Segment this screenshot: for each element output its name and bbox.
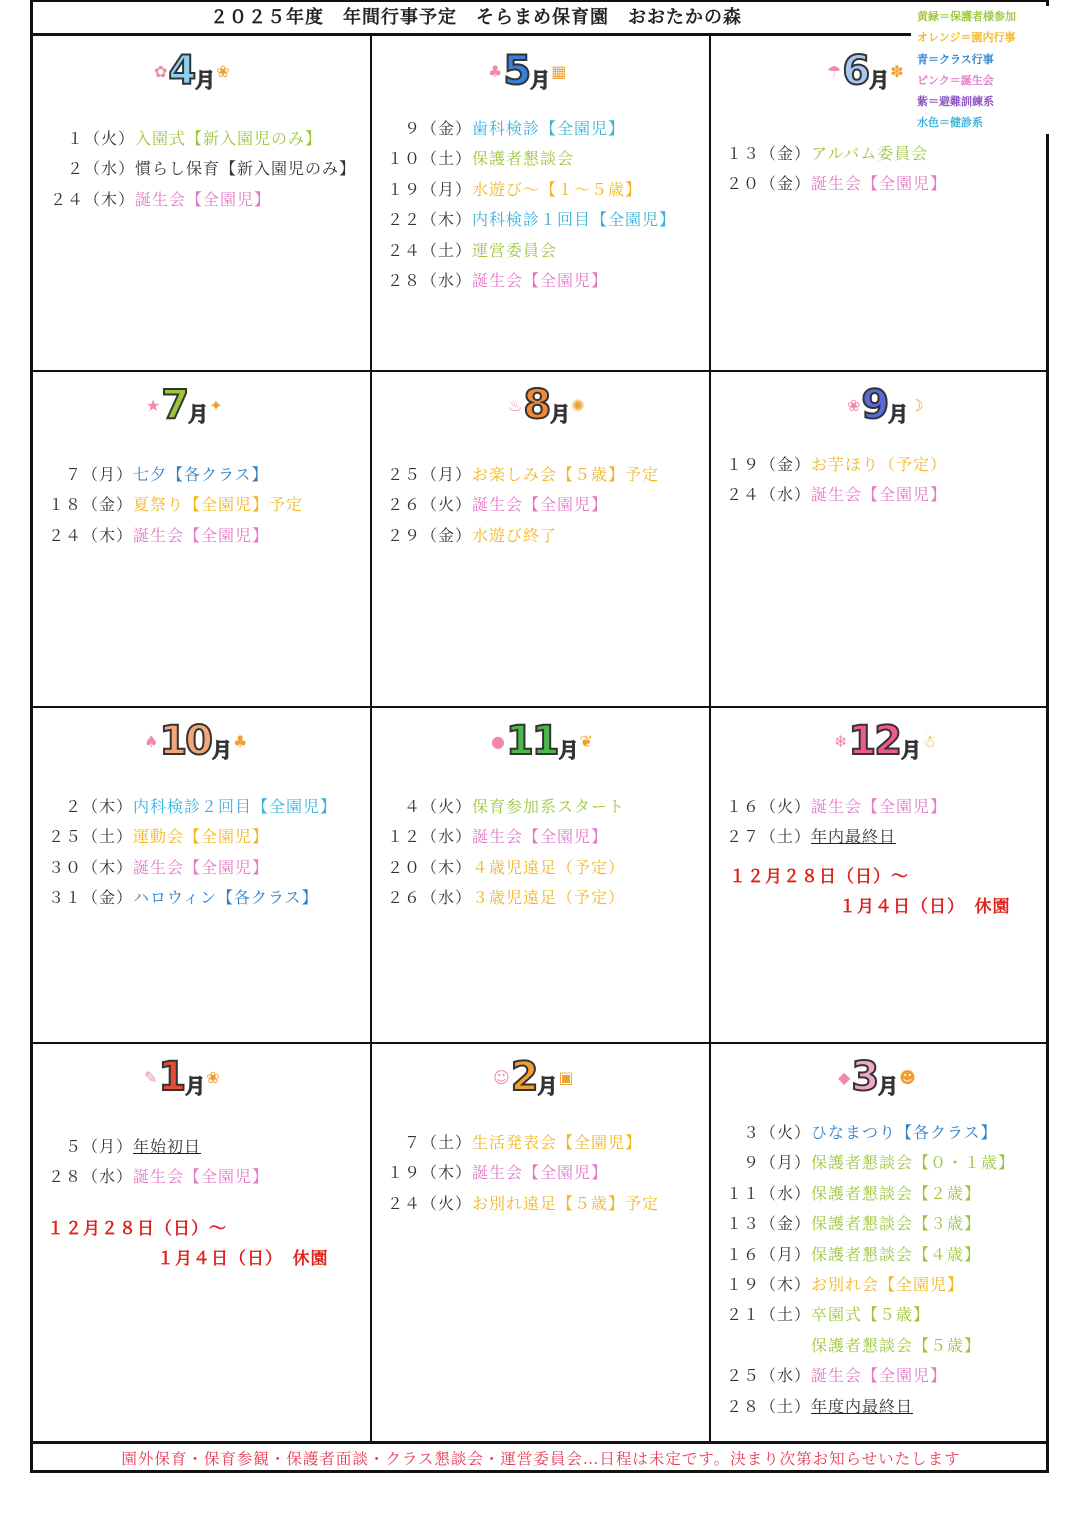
color-legend <box>911 6 1057 134</box>
month-cell-1 <box>33 1044 372 1441</box>
event-date: ２０（木） <box>386 857 472 877</box>
event-text: 夏祭り【全園児】予定 <box>133 495 304 515</box>
event-text: 誕生会【全園児】 <box>133 857 270 877</box>
event-date: ４（火） <box>403 797 472 816</box>
event-row <box>723 1394 913 1417</box>
event-row <box>723 794 947 817</box>
event-text: 誕生会【全園児】 <box>472 271 609 290</box>
event-date: １（火） <box>66 129 135 148</box>
event-text: 運営委員会 <box>472 240 558 260</box>
event-text: 保護者懇談会 <box>472 149 575 169</box>
sunflower-icon: ✺ <box>571 395 585 415</box>
event-text: 卒園式【５歳】 <box>811 1305 931 1325</box>
event-text: 保育参加系スタート <box>472 797 626 816</box>
event-row <box>45 855 269 878</box>
koinobori-icon: ▦ <box>551 61 567 81</box>
event-text: ハロウィン【各クラス】 <box>133 888 319 908</box>
tanabata-icon: ✦ <box>209 395 223 415</box>
event-text: お芋ほり（予定） <box>811 455 948 474</box>
event-date: ２（木） <box>64 797 133 816</box>
event-row <box>45 523 269 546</box>
month-number: 12 <box>848 718 901 764</box>
event-text: 年内最終日 <box>811 827 897 847</box>
plum-blossom-icon: ❀ <box>206 1067 220 1087</box>
event-text: 水遊び～【１～５歳】 <box>472 179 643 199</box>
footer-note: 園外保育・保育参観・保護者面談・クラス懇談会・運営委員会…日程は未定です。決まり次第お知らせいたします <box>33 1441 1049 1473</box>
month-cell-9 <box>711 372 1049 708</box>
event-row <box>47 126 322 149</box>
event-date: ２７（土） <box>725 827 811 847</box>
ice-cream-icon: ♨ <box>508 395 523 415</box>
month-kanji: 月 <box>901 737 922 762</box>
month-grid <box>33 36 1049 1441</box>
event-row <box>384 523 557 546</box>
snowman-icon: ☃ <box>922 731 937 751</box>
legend-item: 黄緑＝保護者様参加 <box>917 10 1016 23</box>
event-text: ３歳児遠足（予定） <box>472 888 626 908</box>
month-badge <box>826 42 905 100</box>
event-row <box>384 462 659 485</box>
event-row <box>47 187 271 210</box>
event-text: 保護者懇談会【４歳】 <box>811 1244 982 1264</box>
event-text: ４歳児遠足（予定） <box>472 857 626 877</box>
month-cell-10 <box>33 708 372 1044</box>
event-date: １２（水） <box>386 827 472 847</box>
event-row <box>384 885 625 908</box>
event-row <box>47 156 356 179</box>
event-row <box>384 268 608 291</box>
event-text: 誕生会【全園児】 <box>133 525 270 545</box>
month-kanji: 月 <box>188 401 209 426</box>
event-row <box>723 171 947 194</box>
event-date: ２（水） <box>66 159 135 179</box>
event-row <box>45 824 269 847</box>
event-date: ７（土） <box>403 1133 472 1152</box>
event-row <box>723 1363 947 1386</box>
month-badge <box>833 712 937 770</box>
event-date: ９（金） <box>403 119 472 138</box>
event-date: ２４（土） <box>386 240 472 260</box>
event-row <box>723 1333 981 1356</box>
event-text: 誕生会【全園児】 <box>811 1366 948 1386</box>
event-row <box>45 1164 269 1187</box>
event-date: ５（月） <box>64 1137 133 1156</box>
month-number: 9 <box>861 382 888 428</box>
bean-box-icon: ▣ <box>558 1067 574 1087</box>
event-text: 誕生会【全園児】 <box>472 495 609 515</box>
event-row <box>45 492 303 515</box>
month-number: 10 <box>159 718 212 764</box>
month-number: 11 <box>505 718 558 764</box>
event-date: １３（金） <box>725 1214 811 1234</box>
event-row <box>723 452 947 475</box>
month-badge <box>143 712 248 770</box>
tulip-icon: ✿ <box>154 61 168 81</box>
event-row <box>45 1134 201 1157</box>
event-row <box>723 141 928 164</box>
event-row <box>45 794 337 817</box>
month-number: 5 <box>503 48 530 94</box>
event-date: ２０（金） <box>725 174 811 194</box>
event-date: １３（金） <box>725 144 811 163</box>
closure-notice-end: １月４日（日） 休園 <box>157 1249 329 1269</box>
month-kanji: 月 <box>195 67 216 92</box>
event-date: ３１（金） <box>47 888 133 908</box>
event-row <box>723 1272 964 1295</box>
event-date: ２４（木） <box>49 189 135 209</box>
month-badge <box>492 1048 575 1106</box>
event-row <box>384 207 676 230</box>
month-cell-5 <box>372 36 711 372</box>
event-date: ９（月） <box>742 1153 811 1173</box>
page-title: ２０２５年度 年間行事予定 そらまめ保育園 おおたかの森 <box>33 2 1049 36</box>
clover-icon: ♣ <box>488 61 503 81</box>
event-date: １６（月） <box>725 1244 811 1264</box>
event-date: １８（金） <box>47 495 133 515</box>
hydrangea-icon: ✽ <box>890 61 904 81</box>
month-number: 1 <box>158 1054 185 1100</box>
month-badge <box>145 376 224 434</box>
month-kanji: 月 <box>537 1073 558 1098</box>
legend-item: 水色＝健診系 <box>917 116 983 130</box>
legend-item: ピンク＝誕生会 <box>917 73 994 87</box>
event-text: お楽しみ会【５歳】予定 <box>472 465 660 484</box>
present-icon: ❄ <box>834 731 848 751</box>
event-text: ひなまつり【各クラス】 <box>811 1123 998 1142</box>
event-row <box>384 855 625 878</box>
month-number: 6 <box>842 48 869 94</box>
event-text: 入園式【新入園児のみ】 <box>135 129 323 148</box>
event-date: ２４（水） <box>725 485 811 505</box>
rain-drop-icon: ☂ <box>827 61 842 81</box>
event-text: 保護者懇談会【２歳】 <box>811 1183 982 1203</box>
event-date: ２４（木） <box>47 525 133 545</box>
event-date: ２６（水） <box>386 888 472 908</box>
month-badge <box>507 376 586 434</box>
month-badge <box>837 1048 917 1106</box>
month-number: 3 <box>851 1054 878 1100</box>
star-icon: ★ <box>146 395 161 415</box>
event-text: アルバム委員会 <box>811 144 929 163</box>
month-cell-11 <box>372 708 711 1044</box>
event-date: ２８（土） <box>725 1396 811 1416</box>
event-date: ２６（火） <box>386 495 472 515</box>
event-text: 歯科検診【全園児】 <box>472 119 626 138</box>
event-row <box>384 492 608 515</box>
month-kanji: 月 <box>212 737 233 762</box>
squirrel-icon: ❦ <box>579 731 594 751</box>
month-number: 4 <box>168 48 195 94</box>
event-date: ２２（木） <box>386 210 472 230</box>
event-row <box>45 885 319 908</box>
acorn-icon: ● <box>491 731 505 751</box>
event-date: ２８（水） <box>386 271 472 290</box>
flower-icon: ❀ <box>847 395 861 415</box>
event-text: お別れ会【全園児】 <box>811 1275 965 1294</box>
event-text: 水遊び終了 <box>472 525 558 545</box>
event-row <box>45 462 269 485</box>
hina-doll-icon: ☻ <box>899 1067 916 1087</box>
legend-item: 紫＝避難訓練系 <box>917 95 994 109</box>
moon-icon: ☽ <box>909 395 924 415</box>
event-text: 誕生会【全園児】 <box>811 797 948 816</box>
event-row <box>723 1242 981 1265</box>
cherry-blossom-icon: ❀ <box>216 61 230 81</box>
event-text: 七夕【各クラス】 <box>133 465 269 484</box>
event-row <box>384 238 557 261</box>
oni-icon: ☺ <box>493 1067 510 1087</box>
event-text: 生活発表会【全園児】 <box>472 1133 643 1152</box>
event-date: １６（火） <box>725 797 811 816</box>
month-cell-4 <box>33 36 372 372</box>
event-row <box>384 146 574 169</box>
event-date: ２１（土） <box>725 1305 811 1325</box>
event-date: １９（月） <box>386 179 472 199</box>
event-date: １９（木） <box>386 1163 472 1183</box>
event-text: 運動会【全園児】 <box>133 827 270 847</box>
event-text: 保護者懇談会【０・１歳】 <box>811 1153 1016 1173</box>
month-cell-12 <box>711 708 1049 1044</box>
month-kanji: 月 <box>185 1073 206 1098</box>
event-row <box>723 1181 981 1204</box>
event-row <box>723 482 947 505</box>
event-text: 誕生会【全園児】 <box>472 827 609 847</box>
event-text: 年始初日 <box>133 1137 202 1156</box>
event-date: ２５（月） <box>386 465 472 484</box>
month-badge <box>143 1048 221 1106</box>
event-date: １９（木） <box>725 1275 811 1294</box>
hishimochi-icon: ◆ <box>838 1067 851 1087</box>
month-number: 2 <box>510 1054 537 1100</box>
kite-icon: ✎ <box>144 1067 158 1087</box>
event-text: お別れ遠足【５歳】予定 <box>472 1193 660 1213</box>
month-badge <box>153 42 231 100</box>
acorn-icon: ♠ <box>144 731 159 751</box>
month-kanji: 月 <box>869 67 890 92</box>
month-cell-8 <box>372 372 711 708</box>
event-row <box>723 824 896 847</box>
event-text: 内科検診２回目【全園児】 <box>133 797 338 816</box>
event-row <box>723 1302 930 1325</box>
event-text: 保護者懇談会【５歳】 <box>811 1335 982 1355</box>
event-text: 誕生会【全園児】 <box>472 1163 609 1183</box>
closure-notice-start: １２月２８日（日）～ <box>729 867 909 887</box>
month-badge <box>490 712 594 770</box>
closure-notice-start: １２月２８日（日）～ <box>47 1219 227 1239</box>
month-kanji: 月 <box>550 401 571 426</box>
event-text: 誕生会【全園児】 <box>133 1167 270 1187</box>
month-badge <box>487 42 567 100</box>
event-row <box>384 1130 642 1153</box>
event-date: ３０（木） <box>47 857 133 877</box>
event-text: 慣らし保育【新入園児のみ】 <box>135 159 357 179</box>
event-row <box>384 794 625 817</box>
event-row <box>384 1191 659 1214</box>
schedule-sheet <box>30 0 1049 1473</box>
closure-notice-end: １月４日（日） 休園 <box>839 897 1011 917</box>
legend-item: オレンジ＝園内行事 <box>917 31 1016 45</box>
event-date: １０（土） <box>386 149 472 169</box>
event-row <box>723 1120 998 1143</box>
event-date: ３（火） <box>742 1123 811 1142</box>
event-date: ２８（水） <box>47 1167 133 1187</box>
event-row <box>723 1150 1015 1173</box>
event-text: 誕生会【全園児】 <box>811 174 948 194</box>
event-date: １９（金） <box>725 455 811 474</box>
event-text: 保護者懇談会【３歳】 <box>811 1214 982 1234</box>
month-number: 8 <box>523 382 550 428</box>
event-text: 年度内最終日 <box>811 1396 914 1416</box>
event-text: 内科検診１回目【全園児】 <box>472 210 677 230</box>
event-row <box>384 1160 608 1183</box>
month-kanji: 月 <box>530 67 551 92</box>
month-kanji: 月 <box>558 737 579 762</box>
event-date: ２４（火） <box>386 1193 472 1213</box>
month-cell-3 <box>711 1044 1049 1441</box>
month-number: 7 <box>161 382 188 428</box>
event-text: 誕生会【全園児】 <box>135 189 272 209</box>
month-cell-7 <box>33 372 372 708</box>
mushroom-icon: ♣ <box>233 731 248 751</box>
event-text: 誕生会【全園児】 <box>811 485 948 505</box>
legend-item: 青＝クラス行事 <box>917 52 994 66</box>
month-kanji: 月 <box>878 1073 899 1098</box>
event-date: １１（水） <box>725 1183 811 1203</box>
event-row <box>384 177 642 200</box>
event-date: ２９（金） <box>386 525 472 545</box>
event-date: ２５（土） <box>47 827 133 847</box>
event-date: ２５（水） <box>725 1366 811 1386</box>
month-cell-2 <box>372 1044 711 1441</box>
event-date: ７（月） <box>64 465 133 484</box>
month-badge <box>846 376 925 434</box>
month-kanji: 月 <box>888 401 909 426</box>
event-row <box>384 116 625 139</box>
event-row <box>723 1211 981 1234</box>
event-row <box>384 824 608 847</box>
